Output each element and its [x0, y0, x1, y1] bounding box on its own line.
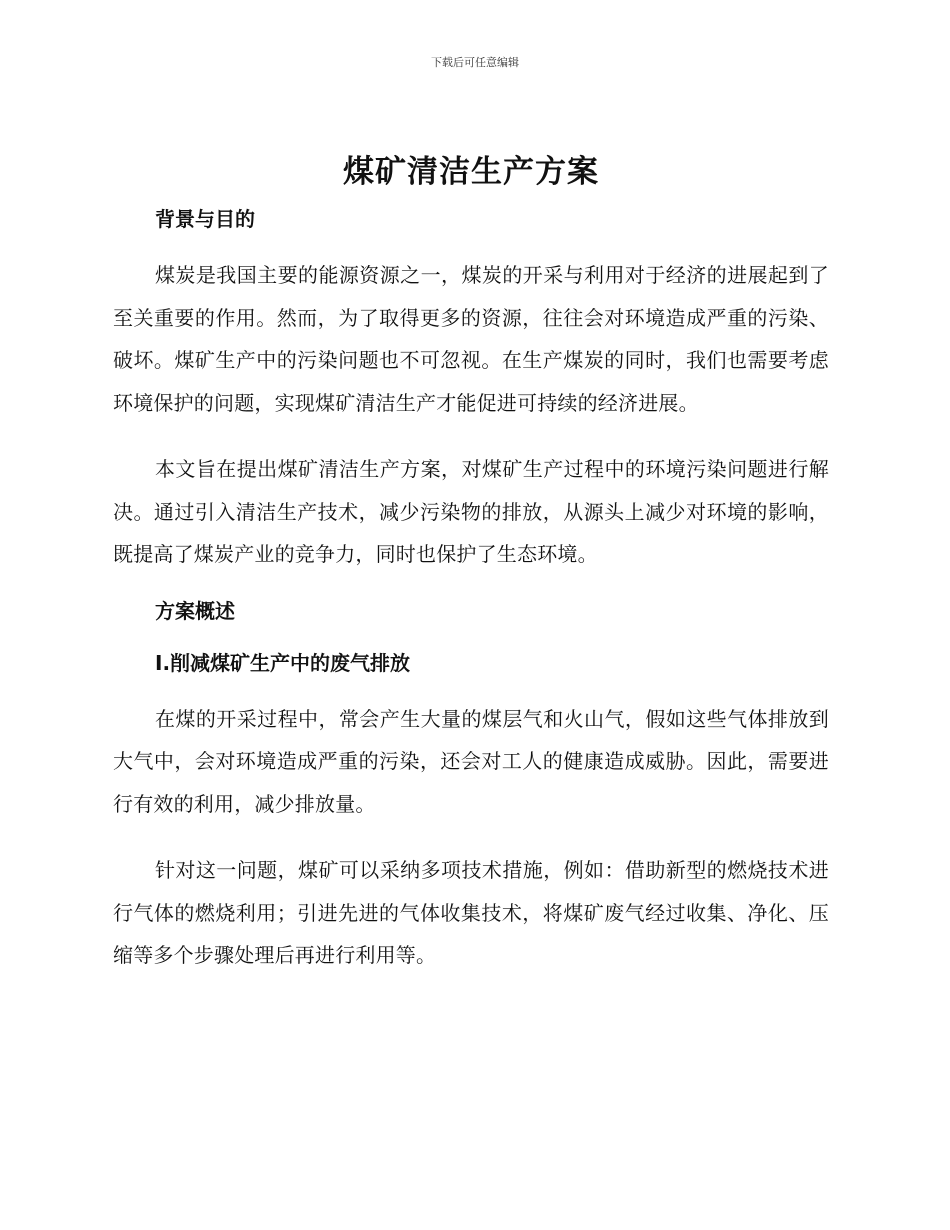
paragraph-background-1: 煤炭是我国主要的能源资源之一，煤炭的开采与利用对于经济的进展起到了至关重要的作用。然而，为了取得更多的资源，往往会对环境造成严重的污染、破坏。煤矿生产中的污染问题也不可忽视。在生产煤炭的同时，我们也需要考虑环境保护的问题，实现煤矿清洁生产才能促进可持续的经济进展。 — [113, 263, 829, 415]
subsection-heading-exhaust: I.削减煤矿生产中的废气排放 — [155, 650, 411, 675]
paragraph-background-2: 本文旨在提出煤矿清洁生产方案，对煤矿生产过程中的环境污染问题进行解决。通过引入清洁生产技术，减少污染物的排放，从源头上减少对环境的影响，既提高了煤炭产业的竞争力，同时也保护了生态环境。 — [113, 457, 829, 566]
paragraph-exhaust-2: 针对这一问题，煤矿可以采纳多项技术措施，例如：借助新型的燃烧技术进行气体的燃烧利用；引进先进的气体收集技术，将煤矿废气经过收集、净化、压缩等多个步骤处理后再进行利用等。 — [113, 858, 829, 967]
section-heading-overview: 方案概述 — [155, 598, 235, 623]
section-heading-background: 背景与目的 — [155, 207, 255, 231]
page-header-note: 下载后可任意编辑 — [431, 56, 519, 69]
paragraph-exhaust-1: 在煤的开采过程中，常会产生大量的煤层气和火山气，假如这些气体排放到大气中，会对环境造成严重的污染，还会对工人的健康造成威胁。因此，需要进行有效的利用，减少排放量。 — [113, 706, 829, 816]
document-title: 煤矿清洁生产方案 — [343, 154, 599, 190]
document-body — [113, 148, 829, 977]
